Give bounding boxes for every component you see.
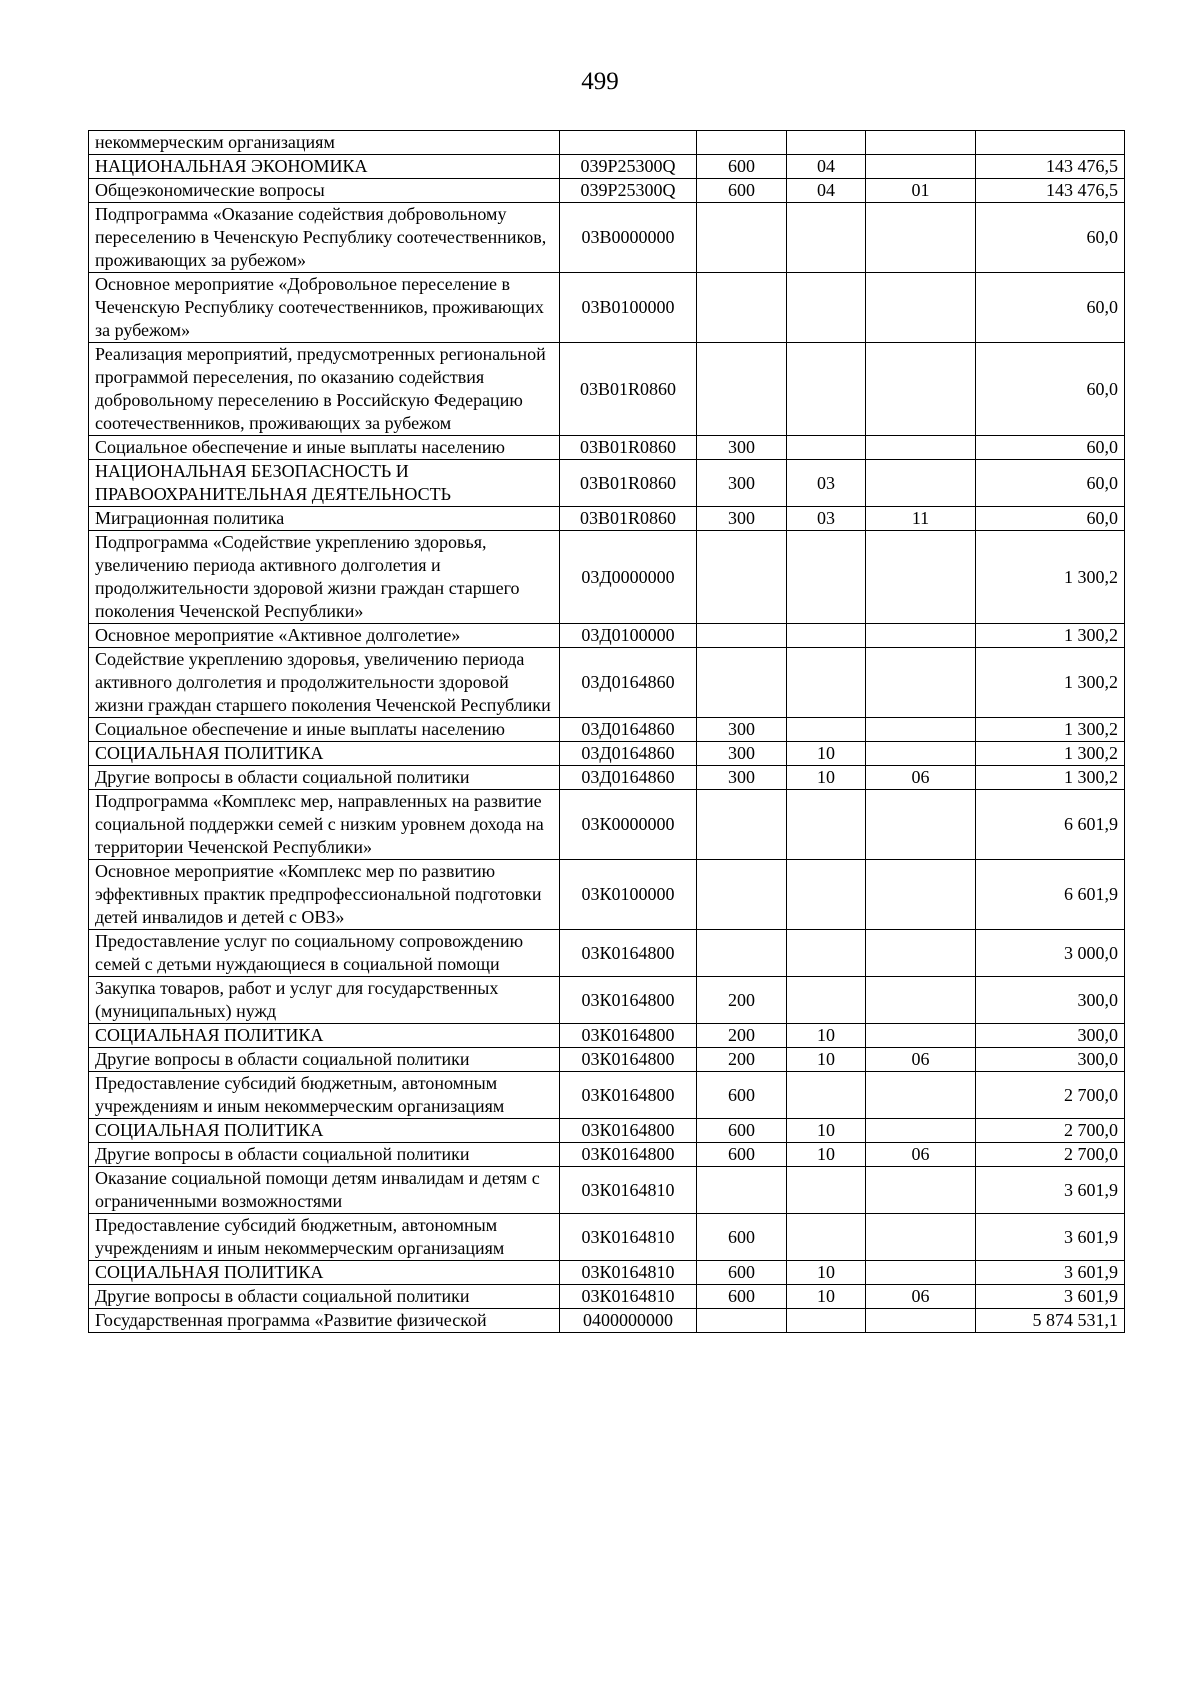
row-subsection-cell — [866, 273, 976, 343]
row-expense-type-cell — [697, 531, 787, 624]
row-name-cell: НАЦИОНАЛЬНАЯ ЭКОНОМИКА — [89, 155, 560, 179]
row-section-cell: 10 — [787, 766, 866, 790]
row-target-code-cell: 03К0164800 — [560, 1048, 697, 1072]
row-section-cell — [787, 718, 866, 742]
row-subsection-cell — [866, 742, 976, 766]
row-section-cell: 10 — [787, 1143, 866, 1167]
row-subsection-cell — [866, 930, 976, 977]
row-expense-type-cell: 600 — [697, 1261, 787, 1285]
row-subsection-cell — [866, 1072, 976, 1119]
row-name-cell: Предоставление субсидий бюджетным, автономным учреждениям и иным некоммерческим организациям — [89, 1214, 560, 1261]
row-subsection-cell — [866, 1214, 976, 1261]
row-subsection-cell — [866, 155, 976, 179]
row-section-cell: 10 — [787, 1285, 866, 1309]
row-target-code-cell: 039P25300Q — [560, 155, 697, 179]
row-expense-type-cell — [697, 930, 787, 977]
row-subsection-cell — [866, 203, 976, 273]
table-row — [89, 1309, 1125, 1333]
row-subsection-cell — [866, 460, 976, 507]
row-section-cell — [787, 531, 866, 624]
page-number: 499 — [581, 68, 619, 95]
row-subsection-cell — [866, 1024, 976, 1048]
row-subsection-cell — [866, 718, 976, 742]
row-expense-type-cell — [697, 648, 787, 718]
row-target-code-cell: 03К0164800 — [560, 1072, 697, 1119]
row-subsection-cell: 06 — [866, 766, 976, 790]
row-target-code-cell: 03К0164810 — [560, 1167, 697, 1214]
row-section-cell — [787, 436, 866, 460]
row-section-cell — [787, 790, 866, 860]
row-name-cell: НАЦИОНАЛЬНАЯ БЕЗОПАСНОСТЬ И ПРАВООХРАНИТЕЛЬНАЯ ДЕЯТЕЛЬНОСТЬ — [89, 460, 560, 507]
row-amount-cell: 60,0 — [976, 436, 1125, 460]
row-target-code-cell: 03Д0164860 — [560, 648, 697, 718]
row-amount-cell: 3 601,9 — [976, 1167, 1125, 1214]
row-name-cell: Реализация мероприятий, предусмотренных региональной программой переселения, по оказанию содействия добровольному переселению в Российскую Федерацию соотечественников, проживающих за рубежом — [89, 343, 560, 436]
table-row — [89, 531, 1125, 624]
row-expense-type-cell — [697, 203, 787, 273]
table-row — [89, 155, 1125, 179]
row-amount-cell: 300,0 — [976, 1048, 1125, 1072]
row-subsection-cell — [866, 1119, 976, 1143]
row-subsection-cell — [866, 131, 976, 155]
table-row — [89, 1143, 1125, 1167]
row-section-cell: 04 — [787, 179, 866, 203]
row-section-cell — [787, 648, 866, 718]
row-name-cell: Основное мероприятие «Добровольное переселение в Чеченскую Республику соотечественников, проживающих за рубежом» — [89, 273, 560, 343]
row-amount-cell: 2 700,0 — [976, 1072, 1125, 1119]
row-expense-type-cell — [697, 624, 787, 648]
row-target-code-cell: 03Д0164860 — [560, 718, 697, 742]
row-name-cell: Другие вопросы в области социальной политики — [89, 766, 560, 790]
row-expense-type-cell: 200 — [697, 977, 787, 1024]
table-row — [89, 203, 1125, 273]
row-target-code-cell: 03К0164810 — [560, 1214, 697, 1261]
row-expense-type-cell: 600 — [697, 1214, 787, 1261]
table-row — [89, 1214, 1125, 1261]
budget-table-body — [89, 131, 1125, 1333]
row-target-code-cell: 03К0164800 — [560, 930, 697, 977]
row-amount-cell: 3 601,9 — [976, 1285, 1125, 1309]
row-name-cell: Оказание социальной помощи детям инвалидам и детям с ограниченными возможностями — [89, 1167, 560, 1214]
table-row — [89, 1024, 1125, 1048]
row-name-cell: Закупка товаров, работ и услуг для государственных (муниципальных) нужд — [89, 977, 560, 1024]
row-section-cell: 10 — [787, 1261, 866, 1285]
row-amount-cell: 1 300,2 — [976, 766, 1125, 790]
row-expense-type-cell: 600 — [697, 1072, 787, 1119]
table-row — [89, 179, 1125, 203]
row-amount-cell: 3 000,0 — [976, 930, 1125, 977]
table-row — [89, 648, 1125, 718]
row-name-cell: Предоставление субсидий бюджетным, автономным учреждениям и иным некоммерческим организациям — [89, 1072, 560, 1119]
row-expense-type-cell: 600 — [697, 1119, 787, 1143]
row-name-cell: Подпрограмма «Оказание содействия добровольному переселению в Чеченскую Республику соотечественников, проживающих за рубежом» — [89, 203, 560, 273]
row-amount-cell: 3 601,9 — [976, 1261, 1125, 1285]
row-name-cell: Государственная программа «Развитие физической — [89, 1309, 560, 1333]
row-subsection-cell — [866, 1309, 976, 1333]
table-row — [89, 860, 1125, 930]
row-section-cell: 10 — [787, 1024, 866, 1048]
row-name-cell: Основное мероприятие «Комплекс мер по развитию эффективных практик предпрофессиональной подготовки детей инвалидов и детей с ОВЗ» — [89, 860, 560, 930]
table-row — [89, 460, 1125, 507]
row-expense-type-cell — [697, 1309, 787, 1333]
row-target-code-cell: 03В0000000 — [560, 203, 697, 273]
row-amount-cell: 143 476,5 — [976, 179, 1125, 203]
row-subsection-cell — [866, 531, 976, 624]
row-expense-type-cell: 300 — [697, 460, 787, 507]
row-target-code-cell: 03К0164810 — [560, 1285, 697, 1309]
row-name-cell: Подпрограмма «Содействие укреплению здоровья, увеличению периода активного долголетия и продолжительности здоровой жизни граждан старшего поколения Чеченской Республики» — [89, 531, 560, 624]
row-target-code-cell: 03В0100000 — [560, 273, 697, 343]
row-name-cell: Другие вопросы в области социальной политики — [89, 1048, 560, 1072]
row-name-cell: Социальное обеспечение и иные выплаты населению — [89, 436, 560, 460]
row-section-cell — [787, 860, 866, 930]
row-subsection-cell: 06 — [866, 1048, 976, 1072]
table-row — [89, 624, 1125, 648]
table-row — [89, 790, 1125, 860]
row-name-cell: СОЦИАЛЬНАЯ ПОЛИТИКА — [89, 742, 560, 766]
row-name-cell: Подпрограмма «Комплекс мер, направленных на развитие социальной поддержки семей с низким уровнем дохода на территории Чеченской Республики» — [89, 790, 560, 860]
row-target-code-cell — [560, 131, 697, 155]
row-name-cell: СОЦИАЛЬНАЯ ПОЛИТИКА — [89, 1024, 560, 1048]
row-section-cell — [787, 1167, 866, 1214]
row-expense-type-cell — [697, 343, 787, 436]
row-amount-cell: 1 300,2 — [976, 742, 1125, 766]
row-amount-cell — [976, 131, 1125, 155]
row-amount-cell: 1 300,2 — [976, 718, 1125, 742]
table-row — [89, 273, 1125, 343]
row-target-code-cell: 03В01R0860 — [560, 460, 697, 507]
row-amount-cell: 60,0 — [976, 343, 1125, 436]
table-row — [89, 1119, 1125, 1143]
row-target-code-cell: 03К0164800 — [560, 1119, 697, 1143]
row-expense-type-cell: 600 — [697, 1285, 787, 1309]
row-name-cell: Миграционная политика — [89, 507, 560, 531]
row-expense-type-cell: 600 — [697, 1143, 787, 1167]
table-row — [89, 131, 1125, 155]
row-target-code-cell: 03К0164810 — [560, 1261, 697, 1285]
row-expense-type-cell: 300 — [697, 766, 787, 790]
table-row — [89, 507, 1125, 531]
row-name-cell: Социальное обеспечение и иные выплаты населению — [89, 718, 560, 742]
row-target-code-cell: 03Д0000000 — [560, 531, 697, 624]
table-row — [89, 930, 1125, 977]
row-amount-cell: 2 700,0 — [976, 1143, 1125, 1167]
row-target-code-cell: 03Д0164860 — [560, 766, 697, 790]
row-section-cell — [787, 1072, 866, 1119]
table-row — [89, 1048, 1125, 1072]
row-name-cell: Общеэкономические вопросы — [89, 179, 560, 203]
row-subsection-cell — [866, 436, 976, 460]
row-expense-type-cell: 300 — [697, 507, 787, 531]
row-section-cell — [787, 1309, 866, 1333]
row-section-cell: 03 — [787, 507, 866, 531]
row-subsection-cell — [866, 648, 976, 718]
row-target-code-cell: 03К0100000 — [560, 860, 697, 930]
row-section-cell — [787, 131, 866, 155]
table-row — [89, 718, 1125, 742]
row-section-cell: 03 — [787, 460, 866, 507]
row-section-cell — [787, 203, 866, 273]
row-amount-cell: 1 300,2 — [976, 624, 1125, 648]
row-amount-cell: 5 874 531,1 — [976, 1309, 1125, 1333]
row-amount-cell: 60,0 — [976, 203, 1125, 273]
row-section-cell: 10 — [787, 1048, 866, 1072]
row-section-cell: 04 — [787, 155, 866, 179]
row-target-code-cell: 03Д0100000 — [560, 624, 697, 648]
row-name-cell: Другие вопросы в области социальной политики — [89, 1285, 560, 1309]
row-expense-type-cell — [697, 273, 787, 343]
table-row — [89, 436, 1125, 460]
row-target-code-cell: 03В01R0860 — [560, 436, 697, 460]
row-target-code-cell: 0400000000 — [560, 1309, 697, 1333]
row-expense-type-cell: 600 — [697, 179, 787, 203]
row-section-cell — [787, 930, 866, 977]
row-amount-cell: 3 601,9 — [976, 1214, 1125, 1261]
table-row — [89, 343, 1125, 436]
row-target-code-cell: 03К0000000 — [560, 790, 697, 860]
row-expense-type-cell: 600 — [697, 155, 787, 179]
row-target-code-cell: 03К0164800 — [560, 1024, 697, 1048]
table-row — [89, 742, 1125, 766]
row-target-code-cell: 03В01R0860 — [560, 507, 697, 531]
row-name-cell: Другие вопросы в области социальной политики — [89, 1143, 560, 1167]
table-row — [89, 1285, 1125, 1309]
row-expense-type-cell: 300 — [697, 718, 787, 742]
budget-table — [88, 130, 1125, 1333]
row-subsection-cell — [866, 1167, 976, 1214]
row-expense-type-cell — [697, 1167, 787, 1214]
row-subsection-cell — [866, 977, 976, 1024]
row-subsection-cell: 06 — [866, 1285, 976, 1309]
row-amount-cell: 2 700,0 — [976, 1119, 1125, 1143]
row-expense-type-cell — [697, 131, 787, 155]
row-subsection-cell — [866, 790, 976, 860]
row-target-code-cell: 03К0164800 — [560, 1143, 697, 1167]
row-subsection-cell: 06 — [866, 1143, 976, 1167]
row-name-cell: Содействие укреплению здоровья, увеличению периода активного долголетия и продолжительности здоровой жизни граждан старшего поколения Чеченской Республики — [89, 648, 560, 718]
row-section-cell — [787, 273, 866, 343]
row-expense-type-cell: 300 — [697, 742, 787, 766]
row-section-cell — [787, 343, 866, 436]
row-target-code-cell: 03В01R0860 — [560, 343, 697, 436]
row-subsection-cell — [866, 343, 976, 436]
row-amount-cell: 1 300,2 — [976, 648, 1125, 718]
row-expense-type-cell: 200 — [697, 1024, 787, 1048]
row-section-cell — [787, 1214, 866, 1261]
row-expense-type-cell — [697, 860, 787, 930]
row-amount-cell: 60,0 — [976, 273, 1125, 343]
row-name-cell: СОЦИАЛЬНАЯ ПОЛИТИКА — [89, 1261, 560, 1285]
row-name-cell: СОЦИАЛЬНАЯ ПОЛИТИКА — [89, 1119, 560, 1143]
row-section-cell: 10 — [787, 742, 866, 766]
table-row — [89, 1072, 1125, 1119]
row-subsection-cell: 11 — [866, 507, 976, 531]
row-amount-cell: 300,0 — [976, 1024, 1125, 1048]
row-section-cell — [787, 977, 866, 1024]
row-target-code-cell: 03К0164800 — [560, 977, 697, 1024]
row-section-cell — [787, 624, 866, 648]
row-amount-cell: 60,0 — [976, 460, 1125, 507]
row-name-cell: Основное мероприятие «Активное долголетие» — [89, 624, 560, 648]
row-amount-cell: 143 476,5 — [976, 155, 1125, 179]
row-subsection-cell: 01 — [866, 179, 976, 203]
row-amount-cell: 1 300,2 — [976, 531, 1125, 624]
table-row — [89, 977, 1125, 1024]
row-expense-type-cell — [697, 790, 787, 860]
row-expense-type-cell: 300 — [697, 436, 787, 460]
row-subsection-cell — [866, 624, 976, 648]
row-expense-type-cell: 200 — [697, 1048, 787, 1072]
row-target-code-cell: 039P25300Q — [560, 179, 697, 203]
row-subsection-cell — [866, 860, 976, 930]
table-row — [89, 1261, 1125, 1285]
table-row — [89, 766, 1125, 790]
row-name-cell: некоммерческим организациям — [89, 131, 560, 155]
row-amount-cell: 60,0 — [976, 507, 1125, 531]
row-section-cell: 10 — [787, 1119, 866, 1143]
table-row — [89, 1167, 1125, 1214]
row-target-code-cell: 03Д0164860 — [560, 742, 697, 766]
row-amount-cell: 6 601,9 — [976, 860, 1125, 930]
row-amount-cell: 6 601,9 — [976, 790, 1125, 860]
row-name-cell: Предоставление услуг по социальному сопровождению семей с детьми нуждающиеся в социальной помощи — [89, 930, 560, 977]
row-amount-cell: 300,0 — [976, 977, 1125, 1024]
row-subsection-cell — [866, 1261, 976, 1285]
